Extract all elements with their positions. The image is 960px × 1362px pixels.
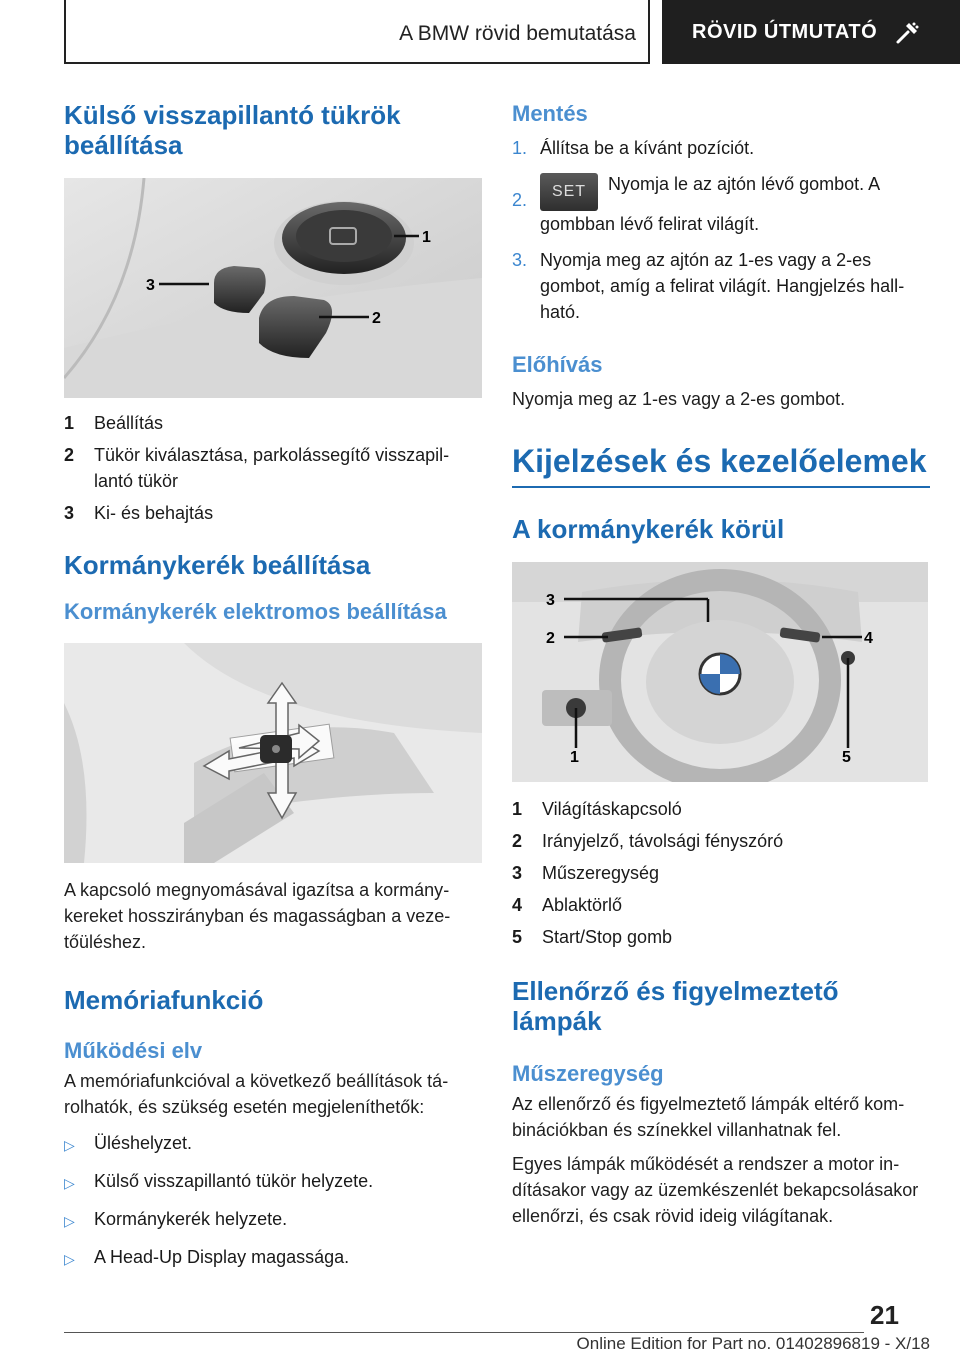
wheel-callout-2: 2 bbox=[546, 630, 555, 647]
memory-subheading: Működési elv bbox=[64, 1038, 203, 1063]
header-title: A BMW rövid bemutatása bbox=[399, 22, 636, 45]
legend-text: Irányjelző, távolsági fényszóró bbox=[542, 831, 784, 851]
bullet-text: Külső visszapillantó tükör helyzete. bbox=[94, 1171, 374, 1191]
mirror-heading: Külső visszapillantó tükrök beállítása bbox=[64, 100, 401, 160]
displays-heading: Kijelzések és kezelőelemek bbox=[512, 442, 930, 488]
legend-num: 1 bbox=[64, 413, 75, 433]
legend-num: 5 bbox=[512, 927, 523, 947]
legend-text: Tükör kiválasztása, parkolássegítő visszapillantó tükör bbox=[94, 445, 450, 491]
step-num: 2. bbox=[512, 190, 528, 210]
recall-text: Nyomja meg az 1-es vagy a 2-es gombot. bbox=[512, 389, 846, 409]
list-item bbox=[64, 1130, 482, 1158]
steering-text: A kapcsoló megnyomásával igazítsa a kormánykereket hosszirányban és magasságban a vezetőüléshez. bbox=[64, 880, 451, 952]
legend-num: 2 bbox=[64, 445, 75, 465]
mirror-legend bbox=[64, 410, 482, 526]
list-item bbox=[64, 1168, 482, 1196]
recall-heading: Előhívás bbox=[512, 352, 603, 377]
bullet-text: Üléshelyzet. bbox=[94, 1133, 193, 1153]
step-text-wrap bbox=[540, 171, 930, 237]
footer-edition-text: Online Edition for Part no. 01402896819 - X/18 bbox=[576, 1334, 930, 1353]
step-text: Állítsa be a kívánt pozíciót. bbox=[540, 138, 755, 158]
legend-text: Műszeregység bbox=[542, 863, 660, 883]
step-text: Nyomja le az ajtón lévő gombot. A gombban lévő felirat világít. bbox=[540, 174, 880, 234]
set-button-icon: SET bbox=[540, 173, 598, 211]
page-number: 21 bbox=[870, 1300, 899, 1330]
step-item bbox=[512, 135, 930, 161]
mirror-callout-3: 3 bbox=[146, 277, 155, 294]
bullet-text: A Head-Up Display magassága. bbox=[94, 1247, 350, 1267]
legend-item bbox=[64, 442, 482, 494]
legend-item bbox=[512, 924, 930, 950]
legend-text: Ablaktörlő bbox=[542, 895, 623, 915]
footer-rule bbox=[64, 1332, 864, 1333]
legend-num: 2 bbox=[512, 831, 523, 851]
wheel-callout-4: 4 bbox=[864, 630, 873, 647]
legend-text: Start/Stop gomb bbox=[542, 927, 673, 947]
footer-edition bbox=[0, 1334, 930, 1354]
cluster-text-2: Egyes lámpák működését a rendszer a motor indításakor vagy az üzemkészenlét bekapcsolásakor ellenőrzi, és csak rövid ideig világítanak. bbox=[512, 1154, 919, 1226]
legend-item bbox=[64, 410, 482, 436]
bullet-triangle-icon: ▷ bbox=[64, 1175, 75, 1191]
warning-lights-heading: Ellenőrző és figyelmeztető lámpák bbox=[512, 976, 839, 1036]
header-rule-mid bbox=[648, 0, 650, 64]
steering-heading: Kormánykerék beállítása bbox=[64, 550, 371, 580]
memory-bullet-list bbox=[64, 1130, 482, 1272]
wheel-callout-1: 1 bbox=[570, 749, 579, 766]
mirror-callout-2: 2 bbox=[372, 310, 381, 327]
bullet-triangle-icon: ▷ bbox=[64, 1251, 75, 1267]
mirror-figure bbox=[64, 178, 482, 398]
legend-item bbox=[64, 500, 482, 526]
step-num: 3. bbox=[512, 250, 528, 270]
legend-num: 4 bbox=[512, 895, 523, 915]
legend-item bbox=[512, 828, 930, 854]
list-item bbox=[64, 1244, 482, 1272]
left-column bbox=[64, 100, 482, 1282]
legend-item bbox=[512, 796, 930, 822]
legend-item bbox=[512, 860, 930, 886]
legend-num: 1 bbox=[512, 799, 523, 819]
wheel-heading: A kormánykerék körül bbox=[512, 514, 785, 544]
legend-num: 3 bbox=[64, 503, 75, 523]
bullet-triangle-icon: ▷ bbox=[64, 1213, 75, 1229]
step-item bbox=[512, 171, 930, 237]
steering-subheading: Kormánykerék elektromos beállítása bbox=[64, 599, 447, 624]
legend-num: 3 bbox=[512, 863, 523, 883]
save-heading: Mentés bbox=[512, 101, 588, 126]
cluster-subheading: Műszeregység bbox=[512, 1061, 664, 1086]
wheel-callout-3: 3 bbox=[546, 592, 555, 609]
right-column bbox=[512, 100, 930, 1229]
save-steps bbox=[512, 135, 930, 325]
quick-guide-icon bbox=[894, 20, 920, 46]
memory-text: A memóriafunkcióval a következő beállítások tárolhatók, és szükség esetén megjeleníthetők: bbox=[64, 1071, 449, 1117]
wheel-figure bbox=[512, 562, 928, 782]
memory-heading: Memóriafunkció bbox=[64, 985, 264, 1015]
header-rule-bottom bbox=[64, 62, 650, 64]
legend-item bbox=[512, 892, 930, 918]
steering-figure bbox=[64, 643, 482, 863]
legend-text: Világításkapcsoló bbox=[542, 799, 682, 819]
section-tab bbox=[662, 0, 960, 64]
step-text: Nyomja meg az ajtón az 1-es vagy a 2-es gombot, amíg a felirat világít. Hangjelzés hallható. bbox=[540, 250, 905, 322]
bullet-text: Kormánykerék helyzete. bbox=[94, 1209, 288, 1229]
list-item bbox=[64, 1206, 482, 1234]
cluster-text-1: Az ellenőrző és figyelmeztető lámpák eltérő kombinációkban és színekkel villanhatnak fel. bbox=[512, 1094, 905, 1140]
legend-text: Ki- és behajtás bbox=[94, 503, 214, 523]
wheel-callout-5: 5 bbox=[842, 749, 851, 766]
step-item bbox=[512, 247, 930, 325]
step-num: 1. bbox=[512, 138, 528, 158]
legend-text: Beállítás bbox=[94, 413, 164, 433]
bullet-triangle-icon: ▷ bbox=[64, 1137, 75, 1153]
wheel-legend bbox=[512, 796, 930, 950]
section-tab-label: RÖVID ÚTMUTATÓ bbox=[692, 21, 878, 43]
mirror-callout-1: 1 bbox=[422, 229, 431, 246]
